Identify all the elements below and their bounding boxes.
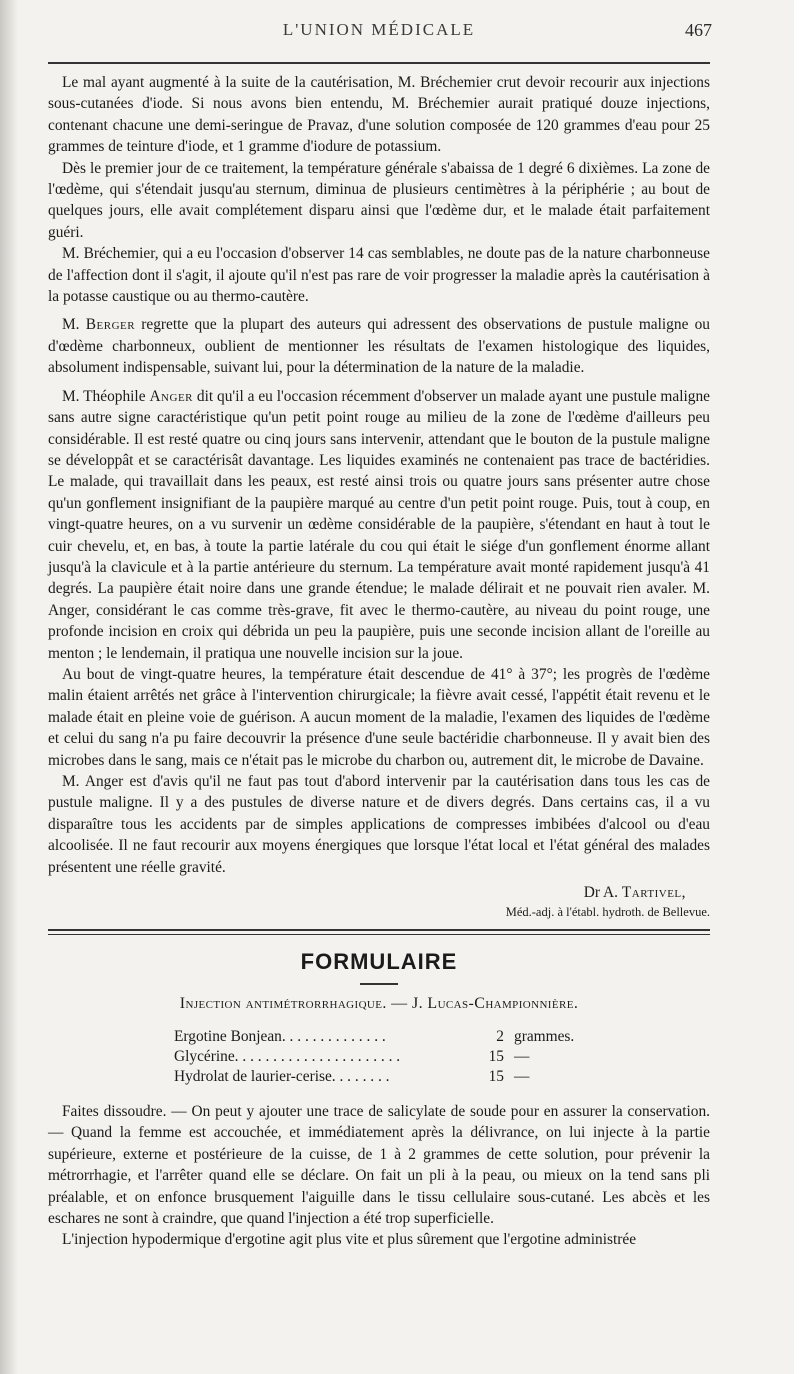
ingredient-name: Hydrolat de laurier-cerise. . . . . . . . <box>174 1068 390 1086</box>
ingredient-qty: 15 <box>488 1068 504 1086</box>
paragraph: L'injection hypodermique d'ergotine agit plus vite et plus sûrement que l'ergotine administrée <box>62 1231 637 1249</box>
header-rule <box>48 62 710 64</box>
ingredient-list <box>174 1027 604 1087</box>
paragraph: Dès le premier jour de ce traitement, la température générale s'abaissa de 1 degré 6 dixièmes. La zone de l'œdème, qui s'étendait jusqu'au sternum, diminua de plusieurs centimètres à la périphérie ; au bout de quelques jours, elle avait complétement disparu ainsi que l'œdème dur, et le malade était parfaitement guéri. <box>48 159 710 241</box>
paragraph: Au bout de vingt-quatre heures, la température était descendue de 41° à 37°; les progrès de l'œdème malin étaient arrêtés net grâce à l'intervention chirurgicale; la fièvre avait cessé, l'appétit était revenu et le malade était en pleine voie de guérison. A aucun moment de la maladie, l'examen des liquides de l'œdème et celui du sang n'a pu faire decouvrir la présence d'une seule bactéridie charbonneuse. Il y avait bien des microbes dans le sang, mais ce n'était pas le microbe du charbon ou, autrement dit, le microbe de Davaine. <box>48 665 710 769</box>
article-body <box>48 72 710 921</box>
signature-prefix: Dr A. <box>583 884 622 902</box>
speaker-name: Anger <box>149 387 193 405</box>
signature-affiliation: Méd.-adj. à l'établ. hydroth. de Bellevue. <box>505 905 710 920</box>
page-binding-shadow <box>0 0 18 1374</box>
ingredient-unit: — <box>514 1068 530 1086</box>
signature <box>48 882 710 903</box>
ingredient-qty: 2 <box>496 1028 504 1046</box>
paragraph: Faites dissoudre. — On peut y ajouter une trace de salicylate de soude pour en assurer la conservation. — Quand la femme est accouchée, et immédiatement après la délivrance, on lui injecte à la partie supérieure, externe et postérieure de la cuisse, de 1 à 2 grammes de cette solution, pour prévenir la métrorrhagie, et l'arrêter quand elle se déclare. On fait un pli à la peau, ou mieux on la tend sans pli préalable, et on enfonce brusquement l'aiguille dans le tissu cellulaire sous-cutané. Les abcès et les eschares ne sont à craindre, que quand l'injection a été trop superficielle. <box>48 1103 710 1228</box>
speaker-prefix: M. <box>62 316 86 334</box>
ingredient-name: Ergotine Bonjean. . . . . . . . . . . . . . <box>174 1028 386 1046</box>
page-number: 467 <box>685 20 712 40</box>
ingredient-qty: 15 <box>488 1048 504 1066</box>
recipe-title: Injection antimétrorrhagique. — J. Lucas-Championnière. <box>179 995 579 1013</box>
paragraph: M. Anger est d'avis qu'il ne faut pas tout d'abord intervenir par la cautérisation dans tous les cas de pustule maligne. Il y a des pustules de diverse nature et de divers degrés. Dans certains cas, il a vu disparaître tous les accidents par de simples applications de compresses imbibées d'alcool ou d'eau alcoolisée. Il ne faut recourir aux moyens énergiques que lorsque l'état local et l'état général des malades présentent une réelle gravité. <box>48 773 710 876</box>
paragraph: M. Bréchemier, qui a eu l'occasion d'observer 14 cas semblables, ne doute pas de la nature charbonneuse de l'affection dont il s'agit, il ajoute qu'il n'est pas rare de voir progresser la maladie après la cautérisation à la potasse caustique ou au thermo-cautère. <box>48 245 710 306</box>
ingredient-unit: grammes. <box>514 1028 575 1046</box>
ingredient-unit: — <box>514 1048 530 1066</box>
speaker-prefix: M. Théophile <box>62 387 150 405</box>
paragraph-berger <box>48 314 710 378</box>
paragraph: Le mal ayant augmenté à la suite de la cautérisation, M. Bréchemier crut devoir recourir aux injections sous-cutanées d'iode. Si nous avons bien entendu, M. Bréchemier aurait pratiqué douze injections, contenant chacune une demi-seringue de Pravaz, d'une solution composée de 120 grammes d'eau pour 25 grammes de teinture d'iode, et 1 gramme d'iodure de potassium. <box>48 74 710 156</box>
page-content <box>48 0 710 1251</box>
paragraph-anger <box>48 386 710 664</box>
paragraph-text: regrette que la plupart des auteurs qui adressent des observations de pustule maligne ou d'œdème charbonneux, oublient de mentionner les résultats de l'examen histologique des liquides, absolument indispensable, suivant lui, pour la détermination de la nature de la maladie. <box>48 316 710 377</box>
ingredient-row <box>174 1067 604 1087</box>
running-head <box>48 0 710 52</box>
section-title: FORMULAIRE <box>300 949 458 975</box>
section-divider <box>48 929 710 935</box>
paragraph-text: dit qu'il a eu l'occasion récemment d'observer un malade ayant une pustule maligne sans autre signe caractéristique qu'un petit point rouge au milieu de la zone de l'œdème d'ailleurs peu considérable. Il est resté quatre ou cinq jours sans intervenir, attendant que le bouton de la pustule maligne se développât et se caractérisât davantage. Les liquides examinés ne contenaient pas trace de bactéridies. Le malade, qui travaillait dans les peaux, est resté ainsi trois ou quatre jours sans présenter autre chose qu'un gonflement insignifiant de la paupière marqué au centre d'un petit point rouge. Puis, tout à coup, en vingt-quatre heures, on a vu survenir un œdème considérable de la paupière, s'étendant en haut à tout le cuir chevelu, et, en bas, à toute la partie latérale du cou qui était le siége d'un gonflement énorme allant jusqu'à la clavicule et à la partie antérieure du sternum. La température avait monté rapidement jusqu'à 41 degrés. La paupière était noire dans une grande étendue; le malade délirait et ne pouvait rien avaler. M. Anger, considérant le cas comme très-grave, fit avec le thermo-cautère, au niveau du point rouge, une profonde incision en croix qui débrida un peu la paupière, puis une seconde incision allant de l'oreille au menton ; le lendemain, il pratiqua une nouvelle incision sur la joue. <box>48 387 710 662</box>
signature-name: Tartivel, <box>621 884 686 902</box>
running-title: L'UNION MÉDICALE <box>282 20 476 39</box>
ingredient-row <box>174 1047 604 1067</box>
title-underline <box>360 983 398 985</box>
page-edge <box>794 0 800 1374</box>
ingredient-name: Glycérine. . . . . . . . . . . . . . . . . . . . . . <box>174 1048 401 1066</box>
speaker-name: Berger <box>85 316 136 334</box>
ingredient-row <box>174 1027 604 1047</box>
